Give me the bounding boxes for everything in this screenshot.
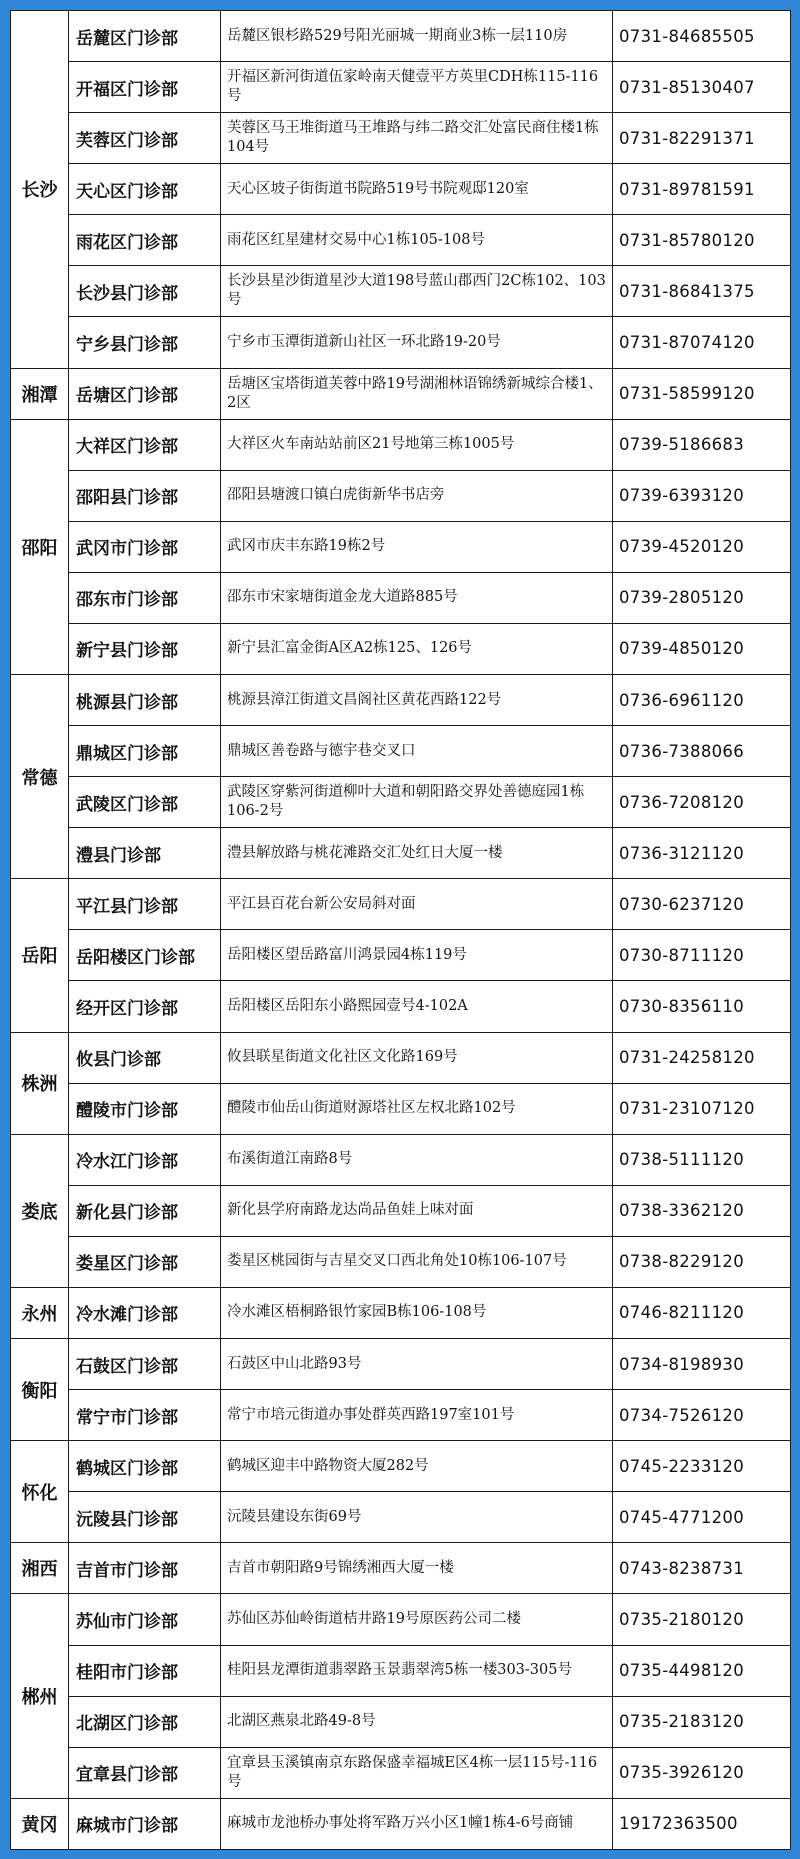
table-row xyxy=(11,62,791,113)
clinic-phone-cell: 0730-8711120 xyxy=(613,930,791,981)
clinic-phone-cell: 0738-3362120 xyxy=(613,1185,791,1236)
clinic-address-cell: 新化县学府南路龙达尚品鱼娃上味对面 xyxy=(221,1185,613,1236)
table-row xyxy=(11,1083,791,1134)
clinic-address-cell: 岳阳楼区岳阳东小路熙园壹号4-102A xyxy=(221,981,613,1032)
clinic-name-cell: 天心区门诊部 xyxy=(69,164,221,215)
clinic-name-cell: 石鼓区门诊部 xyxy=(69,1339,221,1390)
clinic-phone-cell: 0736-7388066 xyxy=(613,726,791,777)
city-cell: 常德 xyxy=(11,675,69,879)
clinic-phone-cell: 0739-4520120 xyxy=(613,521,791,572)
table-row xyxy=(11,1441,791,1492)
clinic-address-cell: 沅陵县建设东街69号 xyxy=(221,1492,613,1543)
clinic-name-cell: 常宁市门诊部 xyxy=(69,1390,221,1441)
clinic-phone-cell: 0734-8198930 xyxy=(613,1339,791,1390)
clinic-name-cell: 武冈市门诊部 xyxy=(69,521,221,572)
table-row xyxy=(11,470,791,521)
clinic-name-cell: 鹤城区门诊部 xyxy=(69,1441,221,1492)
table-row xyxy=(11,164,791,215)
clinic-address-cell: 醴陵市仙岳山街道财源塔社区左权北路102号 xyxy=(221,1083,613,1134)
clinic-address-cell: 芙蓉区马王堆街道马王堆路与纬二路交汇处富民商住楼1栋104号 xyxy=(221,113,613,164)
clinic-address-cell: 攸县联星街道文化社区文化路169号 xyxy=(221,1032,613,1083)
clinic-address-cell: 岳麓区银杉路529号阳光丽城一期商业3栋一层110房 xyxy=(221,11,613,62)
clinic-address-cell: 邵阳县塘渡口镇白虎街新华书店旁 xyxy=(221,470,613,521)
clinic-address-cell: 鼎城区善卷路与德宇巷交叉口 xyxy=(221,726,613,777)
clinic-phone-cell: 0736-7208120 xyxy=(613,777,791,828)
clinic-phone-cell: 0745-4771200 xyxy=(613,1492,791,1543)
clinic-address-cell: 娄星区桃园街与吉星交叉口西北角处10栋106-107号 xyxy=(221,1236,613,1287)
clinic-name-cell: 开福区门诊部 xyxy=(69,62,221,113)
clinic-name-cell: 娄星区门诊部 xyxy=(69,1236,221,1287)
clinic-address-cell: 岳阳楼区望岳路富川鸿景园4栋119号 xyxy=(221,930,613,981)
clinic-phone-cell: 0736-3121120 xyxy=(613,828,791,879)
city-cell: 湘西 xyxy=(11,1543,69,1594)
clinic-phone-cell: 0731-89781591 xyxy=(613,164,791,215)
clinic-address-cell: 新宁县汇富金街A区A2栋125、126号 xyxy=(221,623,613,674)
clinic-phone-cell: 0739-2805120 xyxy=(613,572,791,623)
table-row xyxy=(11,266,791,317)
city-cell: 黄冈 xyxy=(11,1798,69,1849)
clinic-name-cell: 沅陵县门诊部 xyxy=(69,1492,221,1543)
table-row xyxy=(11,623,791,674)
clinic-phone-cell: 0731-85780120 xyxy=(613,215,791,266)
table-row xyxy=(11,1185,791,1236)
table-row xyxy=(11,521,791,572)
table-row xyxy=(11,1696,791,1747)
clinic-phone-cell: 0736-6961120 xyxy=(613,675,791,726)
clinic-address-cell: 北湖区燕泉北路49-8号 xyxy=(221,1696,613,1747)
clinic-name-cell: 宜章县门诊部 xyxy=(69,1747,221,1798)
table-row xyxy=(11,828,791,879)
clinic-phone-cell: 0746-8211120 xyxy=(613,1287,791,1338)
clinic-address-cell: 雨花区红星建材交易中心1栋105-108号 xyxy=(221,215,613,266)
table-row xyxy=(11,1645,791,1696)
clinic-phone-cell: 0730-8356110 xyxy=(613,981,791,1032)
clinic-address-cell: 布溪街道江南路8号 xyxy=(221,1134,613,1185)
clinic-name-cell: 澧县门诊部 xyxy=(69,828,221,879)
clinic-name-cell: 攸县门诊部 xyxy=(69,1032,221,1083)
table-row xyxy=(11,419,791,470)
table-row xyxy=(11,879,791,930)
clinic-directory-frame xyxy=(10,10,790,1849)
clinic-name-cell: 经开区门诊部 xyxy=(69,981,221,1032)
clinic-phone-cell: 0731-86841375 xyxy=(613,266,791,317)
city-cell: 永州 xyxy=(11,1287,69,1338)
clinic-phone-cell: 0735-3926120 xyxy=(613,1747,791,1798)
table-row xyxy=(11,317,791,368)
clinic-name-cell: 邵阳县门诊部 xyxy=(69,470,221,521)
clinic-address-cell: 开福区新河街道伍家岭南天健壹平方英里CDH栋115-116号 xyxy=(221,62,613,113)
clinic-address-cell: 桃源县漳江街道文昌阁社区黄花西路122号 xyxy=(221,675,613,726)
table-row xyxy=(11,1390,791,1441)
table-row xyxy=(11,1747,791,1798)
clinic-phone-cell: 0738-5111120 xyxy=(613,1134,791,1185)
clinic-phone-cell: 0734-7526120 xyxy=(613,1390,791,1441)
clinic-name-cell: 雨花区门诊部 xyxy=(69,215,221,266)
table-row xyxy=(11,368,791,419)
table-row xyxy=(11,11,791,62)
clinic-phone-cell: 0739-5186683 xyxy=(613,419,791,470)
clinic-phone-cell: 0745-2233120 xyxy=(613,1441,791,1492)
clinic-phone-cell: 0731-23107120 xyxy=(613,1083,791,1134)
table-row xyxy=(11,1032,791,1083)
clinic-name-cell: 桂阳市门诊部 xyxy=(69,1645,221,1696)
city-cell: 衡阳 xyxy=(11,1339,69,1441)
clinic-name-cell: 新化县门诊部 xyxy=(69,1185,221,1236)
city-cell: 长沙 xyxy=(11,11,69,369)
table-row xyxy=(11,777,791,828)
table-row xyxy=(11,1594,791,1645)
clinic-phone-cell: 0735-4498120 xyxy=(613,1645,791,1696)
clinic-phone-cell: 0731-84685505 xyxy=(613,11,791,62)
clinic-name-cell: 冷水滩门诊部 xyxy=(69,1287,221,1338)
clinic-address-cell: 岳塘区宝塔街道芙蓉中路19号湖湘林语锦绣新城综合楼1、2区 xyxy=(221,368,613,419)
clinic-table-body xyxy=(11,11,791,1850)
table-row xyxy=(11,1134,791,1185)
table-row xyxy=(11,675,791,726)
clinic-name-cell: 平江县门诊部 xyxy=(69,879,221,930)
clinic-name-cell: 冷水江门诊部 xyxy=(69,1134,221,1185)
clinic-address-cell: 邵东市宋家塘街道金龙大道路885号 xyxy=(221,572,613,623)
city-cell: 郴州 xyxy=(11,1594,69,1798)
clinic-phone-cell: 19172363500 xyxy=(613,1798,791,1849)
city-cell: 株洲 xyxy=(11,1032,69,1134)
clinic-name-cell: 新宁县门诊部 xyxy=(69,623,221,674)
clinic-name-cell: 岳阳楼区门诊部 xyxy=(69,930,221,981)
clinic-address-cell: 吉首市朝阳路9号锦绣湘西大厦一楼 xyxy=(221,1543,613,1594)
table-row xyxy=(11,1287,791,1338)
clinic-name-cell: 吉首市门诊部 xyxy=(69,1543,221,1594)
clinic-name-cell: 宁乡县门诊部 xyxy=(69,317,221,368)
city-cell: 岳阳 xyxy=(11,879,69,1032)
clinic-address-cell: 冷水滩区梧桐路银竹家园B栋106-108号 xyxy=(221,1287,613,1338)
clinic-directory-table xyxy=(10,10,791,1850)
clinic-address-cell: 武陵区穿紫河街道柳叶大道和朝阳路交界处善德庭园1栋106-2号 xyxy=(221,777,613,828)
clinic-phone-cell: 0730-6237120 xyxy=(613,879,791,930)
clinic-name-cell: 武陵区门诊部 xyxy=(69,777,221,828)
clinic-address-cell: 澧县解放路与桃花滩路交汇处红日大厦一楼 xyxy=(221,828,613,879)
clinic-address-cell: 长沙县星沙街道星沙大道198号蓝山郡西门2C栋102、103号 xyxy=(221,266,613,317)
clinic-address-cell: 桂阳县龙潭街道翡翠路玉景翡翠湾5栋一楼303-305号 xyxy=(221,1645,613,1696)
clinic-phone-cell: 0731-82291371 xyxy=(613,113,791,164)
table-row xyxy=(11,1543,791,1594)
clinic-address-cell: 石鼓区中山北路93号 xyxy=(221,1339,613,1390)
clinic-phone-cell: 0743-8238731 xyxy=(613,1543,791,1594)
clinic-address-cell: 大祥区火车南站站前区21号地第三栋1005号 xyxy=(221,419,613,470)
clinic-address-cell: 武冈市庆丰东路19栋2号 xyxy=(221,521,613,572)
table-row xyxy=(11,930,791,981)
clinic-phone-cell: 0731-85130407 xyxy=(613,62,791,113)
clinic-address-cell: 常宁市培元街道办事处群英西路197室101号 xyxy=(221,1390,613,1441)
clinic-name-cell: 桃源县门诊部 xyxy=(69,675,221,726)
clinic-phone-cell: 0731-24258120 xyxy=(613,1032,791,1083)
clinic-name-cell: 大祥区门诊部 xyxy=(69,419,221,470)
table-row xyxy=(11,981,791,1032)
clinic-name-cell: 芙蓉区门诊部 xyxy=(69,113,221,164)
clinic-phone-cell: 0731-87074120 xyxy=(613,317,791,368)
clinic-address-cell: 平江县百花台新公安局斜对面 xyxy=(221,879,613,930)
table-row xyxy=(11,113,791,164)
city-cell: 怀化 xyxy=(11,1441,69,1543)
clinic-phone-cell: 0735-2180120 xyxy=(613,1594,791,1645)
clinic-name-cell: 北湖区门诊部 xyxy=(69,1696,221,1747)
clinic-address-cell: 宁乡市玉潭街道新山社区一环北路19-20号 xyxy=(221,317,613,368)
city-cell: 邵阳 xyxy=(11,419,69,674)
clinic-address-cell: 鹤城区迎丰中路物资大厦282号 xyxy=(221,1441,613,1492)
table-row xyxy=(11,1492,791,1543)
clinic-phone-cell: 0731-58599120 xyxy=(613,368,791,419)
clinic-address-cell: 天心区坡子街街道书院路519号书院观邸120室 xyxy=(221,164,613,215)
table-row xyxy=(11,726,791,777)
clinic-phone-cell: 0735-2183120 xyxy=(613,1696,791,1747)
clinic-phone-cell: 0738-8229120 xyxy=(613,1236,791,1287)
clinic-name-cell: 麻城市门诊部 xyxy=(69,1798,221,1849)
clinic-address-cell: 苏仙区苏仙岭街道桔井路19号原医药公司二楼 xyxy=(221,1594,613,1645)
table-row xyxy=(11,1236,791,1287)
clinic-name-cell: 岳麓区门诊部 xyxy=(69,11,221,62)
table-row xyxy=(11,1798,791,1849)
clinic-name-cell: 长沙县门诊部 xyxy=(69,266,221,317)
clinic-name-cell: 岳塘区门诊部 xyxy=(69,368,221,419)
clinic-phone-cell: 0739-4850120 xyxy=(613,623,791,674)
table-row xyxy=(11,1339,791,1390)
clinic-name-cell: 鼎城区门诊部 xyxy=(69,726,221,777)
clinic-name-cell: 醴陵市门诊部 xyxy=(69,1083,221,1134)
clinic-phone-cell: 0739-6393120 xyxy=(613,470,791,521)
city-cell: 湘潭 xyxy=(11,368,69,419)
clinic-address-cell: 麻城市龙池桥办事处将军路万兴小区1幢1栋4-6号商铺 xyxy=(221,1798,613,1849)
clinic-address-cell: 宜章县玉溪镇南京东路保盛幸福城E区4栋一层115号-116号 xyxy=(221,1747,613,1798)
table-row xyxy=(11,572,791,623)
table-row xyxy=(11,215,791,266)
city-cell: 娄底 xyxy=(11,1134,69,1287)
clinic-name-cell: 邵东市门诊部 xyxy=(69,572,221,623)
clinic-name-cell: 苏仙市门诊部 xyxy=(69,1594,221,1645)
